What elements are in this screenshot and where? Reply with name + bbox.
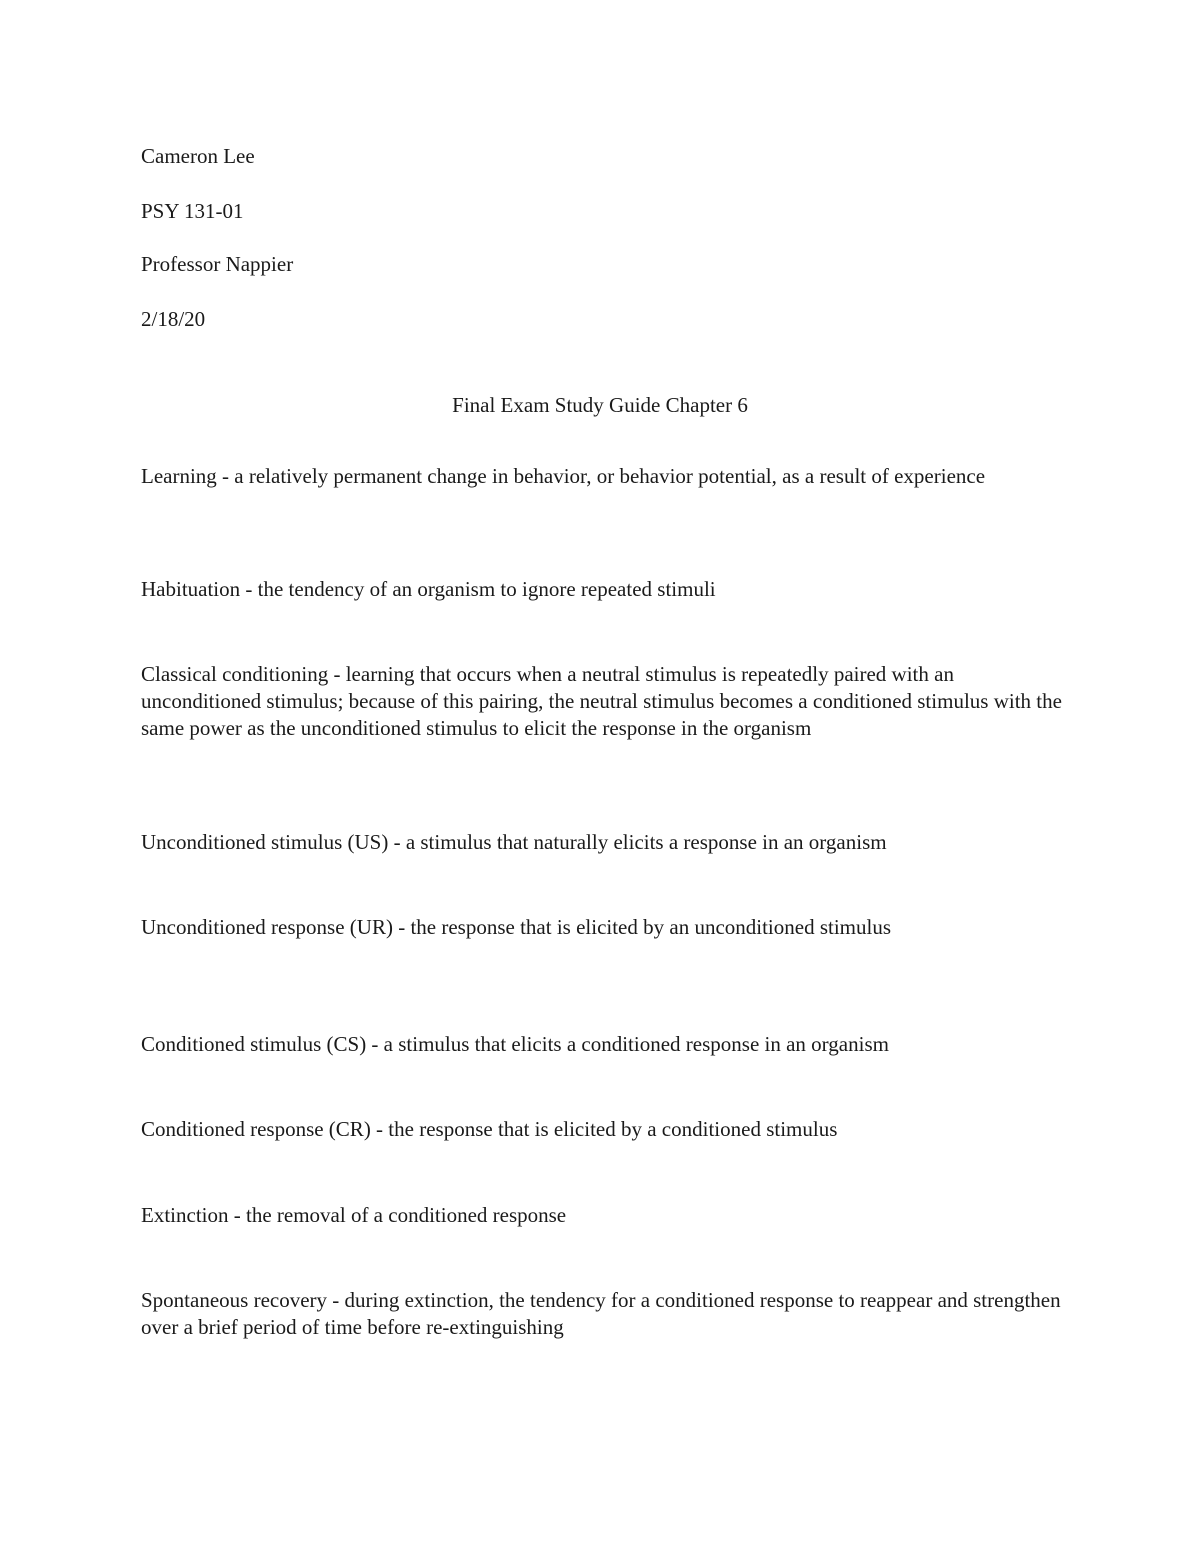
definition-classical-conditioning: Classical conditioning - learning that occurs when a neutral stimulus is repeatedly paired with an unconditioned stimulus; because of this pairing, the neutral stimulus becomes a conditioned stimulus with the same power as the unconditioned stimulus to elicit the response in the organism xyxy=(141,662,1062,740)
student-name: Cameron Lee xyxy=(141,144,255,168)
definition-learning: Learning - a relatively permanent change in behavior, or behavior potential, as a result of experience xyxy=(141,464,986,488)
definition-unconditioned-response: Unconditioned response (UR) - the response that is elicited by an unconditioned stimulus xyxy=(141,915,892,939)
definition-unconditioned-stimulus: Unconditioned stimulus (US) - a stimulus that naturally elicits a response in an organism xyxy=(141,830,887,854)
document-date: 2/18/20 xyxy=(141,307,206,331)
definition-extinction: Extinction - the removal of a conditioned response xyxy=(141,1203,567,1227)
definition-spontaneous-recovery: Spontaneous recovery - during extinction, the tendency for a conditioned response to reappear and strengthen over a brief period of time before re-extinguishing xyxy=(141,1288,1061,1339)
definition-conditioned-stimulus: Conditioned stimulus (CS) - a stimulus that elicits a conditioned response in an organism xyxy=(141,1032,889,1056)
document-title: Final Exam Study Guide Chapter 6 xyxy=(452,393,748,417)
professor-name: Professor Nappier xyxy=(141,252,294,276)
definition-conditioned-response: Conditioned response (CR) - the response that is elicited by a conditioned stimulus xyxy=(141,1117,838,1141)
definition-habituation: Habituation - the tendency of an organism to ignore repeated stimuli xyxy=(141,577,716,601)
course-code: PSY 131-01 xyxy=(141,199,244,223)
